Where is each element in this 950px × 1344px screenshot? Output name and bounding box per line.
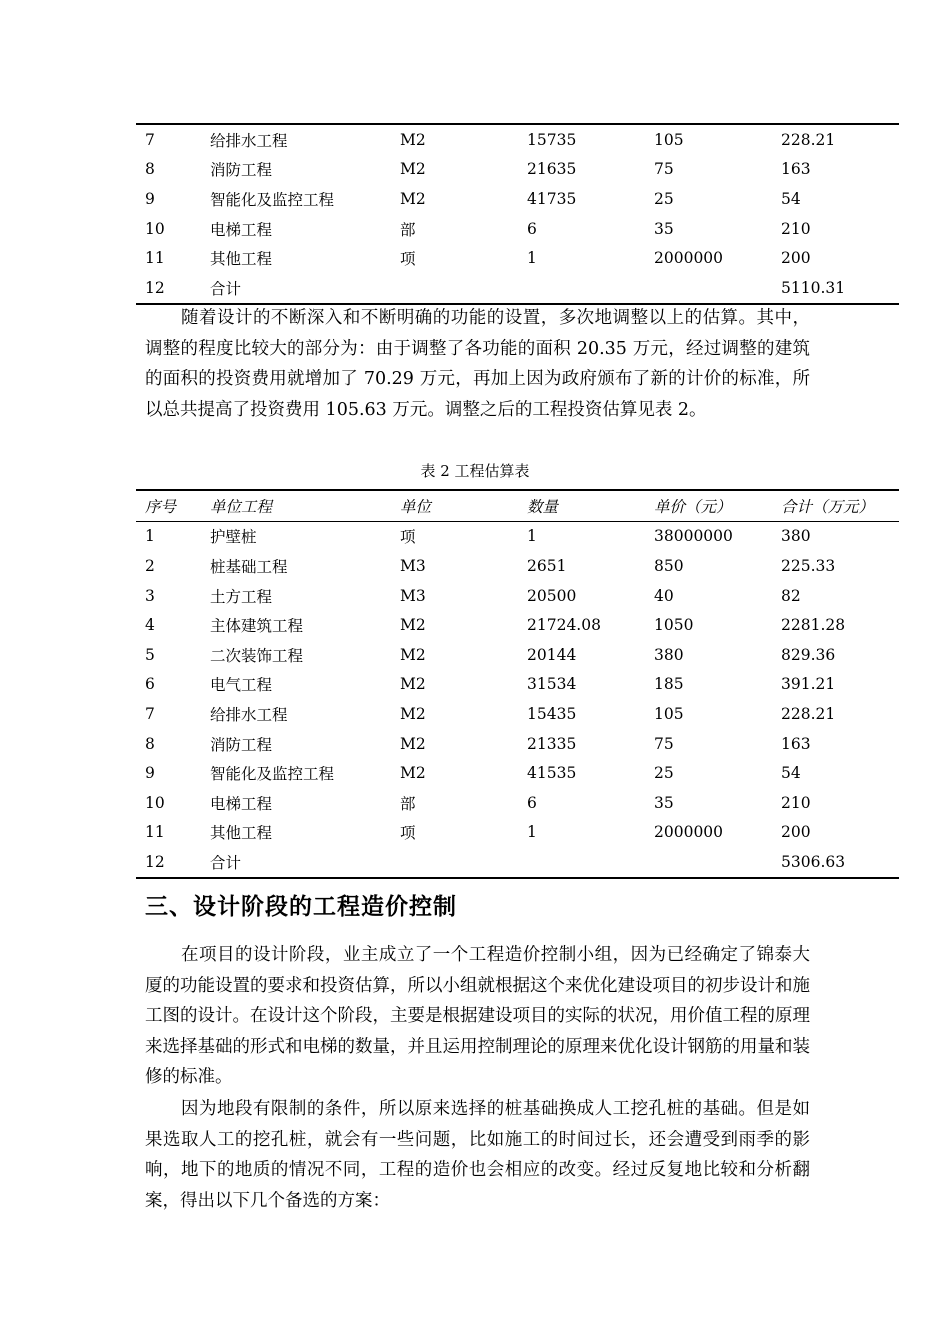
table-cell: 主体建筑工程	[210, 617, 304, 636]
table-cell: 部	[400, 794, 416, 813]
table-cell: 850	[654, 556, 684, 575]
table-cell: 5110.31	[781, 278, 846, 297]
table-cell: 2281.28	[781, 616, 846, 635]
table-row	[136, 610, 899, 640]
table-cell: 31534	[527, 675, 577, 694]
table-row	[136, 184, 899, 214]
table-cell: 380	[781, 527, 811, 546]
table-cell: 54	[781, 189, 801, 208]
table-row	[136, 729, 899, 759]
table-cell: 163	[781, 734, 811, 753]
table-2-caption: 表 2 工程估算表	[420, 462, 530, 480]
table-cell: 228.21	[781, 130, 836, 149]
table-cell: 200	[781, 823, 811, 842]
table-cell: 8	[145, 734, 155, 753]
table-cell: 829.36	[781, 645, 836, 664]
table-cell: 21335	[527, 734, 577, 753]
table-cell: 185	[654, 675, 684, 694]
table-cell: 228.21	[781, 704, 836, 723]
table-cell: 土方工程	[210, 587, 273, 606]
table-row	[136, 581, 899, 611]
table-cell: 6	[527, 219, 537, 238]
table-cell: 12	[145, 852, 165, 871]
table-cell: 智能化及监控工程	[210, 190, 335, 209]
header-cell: 序号	[145, 497, 177, 516]
table-cell: 5306.63	[781, 852, 846, 871]
table-cell: 3	[145, 586, 155, 605]
table-2-header-row	[136, 491, 899, 522]
table-cell: 消防工程	[210, 161, 273, 180]
table-cell: 智能化及监控工程	[210, 765, 335, 784]
table-cell: 11	[145, 249, 165, 268]
table-row	[136, 273, 899, 303]
table-cell: 21635	[527, 160, 577, 179]
table-cell: 电梯工程	[210, 794, 273, 813]
table-cell: 项	[400, 824, 416, 843]
table-row	[136, 125, 899, 155]
table-cell: M2	[400, 704, 426, 723]
table-cell: 225.33	[781, 556, 836, 575]
table-cell: 部	[400, 220, 416, 239]
table-cell: 1	[527, 527, 537, 546]
table-cell: 7	[145, 130, 155, 149]
table-row	[136, 522, 899, 552]
paragraph-2: 在项目的设计阶段，业主成立了一个工程造价控制小组，因为已经确定了锦泰大厦的功能设置的要求和投资估算，所以小组就根据这个来优化建设项目的初步设计和施工图的设计。在设计这个阶段，主要是根据建设项目的实际的状况，用价值工程的原理来选择基础的形式和电梯的数量，并且运用控制理论的原理来优化设计钢筋的用量和装修的标准。	[145, 945, 810, 1088]
table-cell: 380	[654, 645, 684, 664]
table-cell: 210	[781, 793, 811, 812]
table-cell: 20500	[527, 586, 577, 605]
table-cell: 项	[400, 250, 416, 269]
table-cell: 75	[654, 734, 674, 753]
table-row	[136, 214, 899, 244]
table-cell: 82	[781, 586, 801, 605]
table-cell: 11	[145, 823, 165, 842]
table-row	[136, 758, 899, 788]
table-cell: 105	[654, 704, 684, 723]
table-cell: 电气工程	[210, 676, 273, 695]
table-cell: 7	[145, 704, 155, 723]
table-cell: 其他工程	[210, 824, 273, 843]
table-cell: 5	[145, 645, 155, 664]
table-cell: 2651	[527, 556, 567, 575]
paragraph-3: 因为地段有限制的条件，所以原来选择的桩基础换成人工挖孔桩的基础。但是如果选取人工的挖孔桩，就会有一些问题，比如施工的时间过长，还会遭受到雨季的影响，地下的地质的情况不同，工程的造价也会相应的改变。经过反复地比较和分析翻案，得出以下几个备选的方案：	[145, 1099, 810, 1211]
header-cell: 合计（万元）	[781, 497, 875, 516]
table-row	[136, 640, 899, 670]
table-cell: 12	[145, 278, 165, 297]
table-cell: M2	[400, 675, 426, 694]
table-cell: 15735	[527, 130, 577, 149]
table-cell: 9	[145, 764, 155, 783]
table-1-continuation	[136, 123, 899, 305]
table-row	[136, 847, 899, 877]
table-cell: M2	[400, 764, 426, 783]
table-cell: M2	[400, 645, 426, 664]
table-cell: M2	[400, 734, 426, 753]
table-cell: 15435	[527, 704, 577, 723]
table-cell: 2000000	[654, 823, 724, 842]
table-cell: 35	[654, 219, 674, 238]
table-cell: 2	[145, 556, 155, 575]
table-cell: M3	[400, 556, 426, 575]
table-cell: 200	[781, 249, 811, 268]
header-cell: 单价（元）	[654, 497, 732, 516]
table-cell: 163	[781, 160, 811, 179]
table-cell: 1	[527, 249, 537, 268]
table-cell: 10	[145, 219, 165, 238]
table-cell: 合计	[210, 853, 242, 872]
table-cell: 21724.08	[527, 616, 601, 635]
table-cell: M2	[400, 130, 426, 149]
table-cell: 消防工程	[210, 735, 273, 754]
table-row	[136, 243, 899, 273]
table-cell: 护壁桩	[210, 528, 257, 547]
table-row	[136, 670, 899, 700]
table-cell: 其他工程	[210, 250, 273, 269]
table-cell: 40	[654, 586, 674, 605]
table-cell: M2	[400, 160, 426, 179]
table-row	[136, 699, 899, 729]
table-cell: 6	[145, 675, 155, 694]
table-cell: 41535	[527, 764, 577, 783]
table-cell: 20144	[527, 645, 577, 664]
table-cell: 75	[654, 160, 674, 179]
table-cell: 合计	[210, 279, 242, 298]
table-cell: 8	[145, 160, 155, 179]
paragraph-1: 随着设计的不断深入和不断明确的功能的设置，多次地调整以上的估算。其中，调整的程度比较大的部分为：由于调整了各功能的面积 20.35 万元，经过调整的建筑的面积的投资费用就增加了 70.29 万元，再加上因为政府颁布了新的计价的标准，所以总共提高了投资费用 105.63 万元。调整之后的工程投资估算见表 2。	[145, 308, 810, 420]
table-row	[136, 788, 899, 818]
header-cell: 单位	[400, 497, 432, 516]
table-2	[136, 489, 899, 879]
table-cell: M2	[400, 616, 426, 635]
table-cell: 项	[400, 528, 416, 547]
header-cell: 单位工程	[210, 497, 273, 516]
table-row	[136, 551, 899, 581]
table-cell: 6	[527, 793, 537, 812]
table-cell: 41735	[527, 189, 577, 208]
table-cell: 9	[145, 189, 155, 208]
table-cell: M2	[400, 189, 426, 208]
table-cell: 二次装饰工程	[210, 646, 304, 665]
table-row	[136, 818, 899, 848]
table-cell: 54	[781, 764, 801, 783]
table-cell: 给排水工程	[210, 131, 288, 150]
table-cell: 1	[527, 823, 537, 842]
table-cell: 2000000	[654, 249, 724, 268]
table-cell: 25	[654, 189, 674, 208]
table-cell: 1	[145, 527, 155, 546]
table-cell: M3	[400, 586, 426, 605]
table-cell: 25	[654, 764, 674, 783]
table-row	[136, 155, 899, 185]
table-cell: 105	[654, 130, 684, 149]
table-cell: 桩基础工程	[210, 557, 288, 576]
table-cell: 10	[145, 793, 165, 812]
table-cell: 35	[654, 793, 674, 812]
table-cell: 电梯工程	[210, 220, 273, 239]
table-cell: 391.21	[781, 675, 836, 694]
table-cell: 给排水工程	[210, 705, 288, 724]
table-cell: 4	[145, 616, 155, 635]
header-cell: 数量	[527, 497, 559, 516]
table-cell: 210	[781, 219, 811, 238]
section-heading: 三、设计阶段的工程造价控制	[145, 894, 457, 920]
table-cell: 1050	[654, 616, 694, 635]
table-cell: 38000000	[654, 527, 733, 546]
